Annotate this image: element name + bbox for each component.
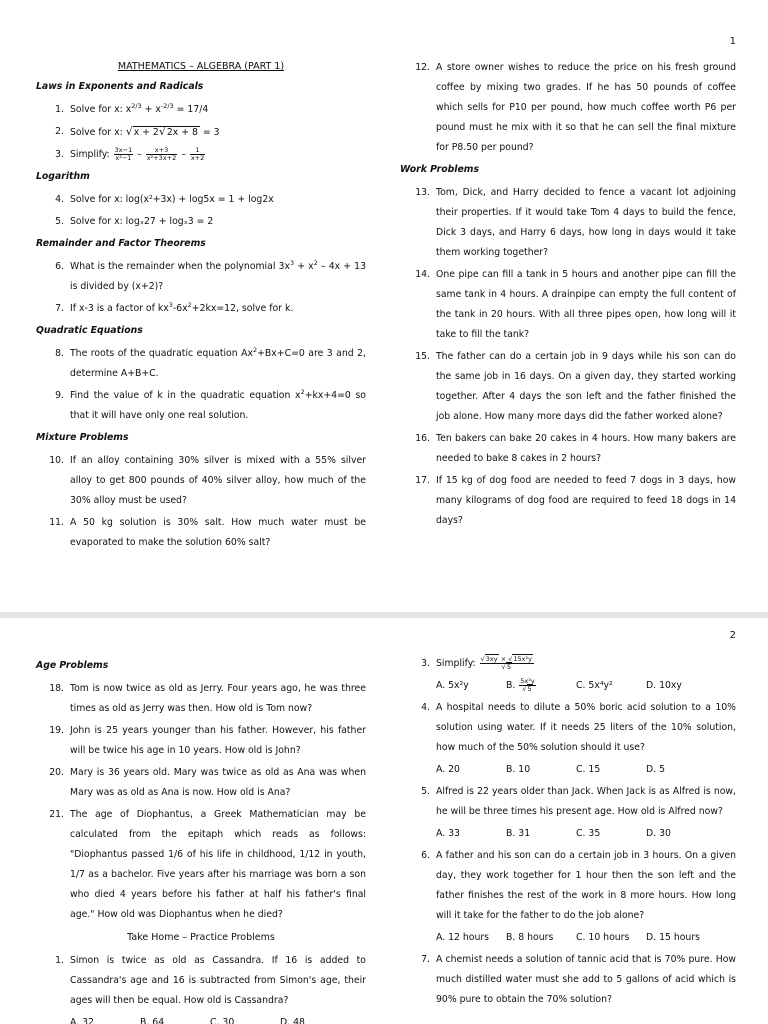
choice-c: C. 10 hours <box>576 932 630 943</box>
radical-sign: √ <box>522 685 527 693</box>
denominator: x²−1 <box>115 154 132 162</box>
problem-text: The father can do a certain job in 9 days while his son can do the same job in 16 days. On a given day, they started working together. After 4 days the son left and the father finished the job alone. How many more days did the father worked alone? <box>436 351 736 422</box>
problem-text: Find the value of k in the quadratic equation x <box>70 390 301 401</box>
practice-problem-3 <box>404 654 736 674</box>
problem-number: 7. <box>55 303 64 314</box>
problem-6 <box>36 257 366 297</box>
choice-b <box>506 676 576 696</box>
practice-problem-6 <box>404 846 736 926</box>
practice-problem-4 <box>404 698 736 758</box>
problem-number: 5. <box>55 216 64 227</box>
section-heading-age: Age Problems <box>36 660 109 671</box>
radical-sign: √ <box>501 663 506 671</box>
problem-list-remainder <box>36 257 366 319</box>
math-exponent: 2 <box>300 387 305 396</box>
right-column <box>404 654 736 1012</box>
problem-number: 14. <box>415 269 430 280</box>
problem-19 <box>36 721 366 761</box>
problem-number: 8. <box>55 348 64 359</box>
problem-7 <box>36 299 366 319</box>
problem-text: John is 25 years younger than his father. However, his father will be twice his age in 10 years. How old is John? <box>70 725 366 756</box>
problem-text: A father and his son can do a certain job in 3 hours. On a given day, they work together for 1 hour then the son left and the father finishes the rest of the work in 8 more hours. How long will it take for the father to do the job alone? <box>436 850 736 921</box>
fraction <box>146 147 177 162</box>
problem-text: = 3 <box>199 127 220 138</box>
problem-text: A 50 kg solution is 30% salt. How much water must be evaporated to make the solution 60% salt? <box>70 517 366 548</box>
problem-3 <box>36 145 366 165</box>
math-op: + <box>141 104 156 115</box>
problem-text: If an alloy containing 30% silver is mixed with a 55% silver alloy to get 800 pounds of 40% silver alloy, how much of the 30% alloy must be used? <box>70 455 366 506</box>
practice-list-left <box>36 951 366 1011</box>
problem-text: +Bx+C=0 are 3 and 2, determine A+B+C. <box>70 348 366 379</box>
problem-text: If 15 kg of dog food are needed to feed 7 dogs in 3 days, how many kilograms of dog food are required to feed 18 dogs in 14 days? <box>436 475 736 526</box>
choice-b: B. 64 <box>140 1017 165 1024</box>
problem-number: 10. <box>49 455 64 466</box>
problem-number: 3. <box>421 658 430 669</box>
document-page-2 <box>0 618 768 1024</box>
radicand: 5 <box>527 685 532 693</box>
practice-list-right <box>404 782 736 822</box>
document-title: MATHEMATICS – ALGEBRA (PART 1) <box>117 61 285 72</box>
problem-text: +kx+4=0 so that it will have only one real solution. <box>70 390 366 421</box>
problem-text: – 4x + 13 is divided by (x+2)? <box>70 261 366 292</box>
math-term: -6x <box>172 303 188 314</box>
problem-2 <box>36 122 366 143</box>
problem-number: 17. <box>415 475 430 486</box>
problem-number: 1. <box>55 955 64 966</box>
problem-list-mixture-cont <box>404 58 736 158</box>
choice-c: C. 5x⁴y² <box>576 680 613 691</box>
problem-14 <box>404 265 736 345</box>
practice-list-right <box>404 654 736 674</box>
problem-1 <box>36 100 366 120</box>
problem-list-work <box>404 183 736 531</box>
left-column <box>36 60 366 555</box>
problem-text: The age of Diophantus, a Greek Mathematician may be calculated from the epitaph which reads as follows: "Diophantus passed 1/6 of his life in childhood, 1/12 in youth, 1/7 as a bachelor. Five years after his marriage was born a son who died 4 years before his father at half his father's final age." How old was Diophantus when he died? <box>70 809 366 920</box>
numerator: 3x−1 <box>114 146 133 154</box>
page-number: 2 <box>729 630 736 641</box>
problem-15 <box>404 347 736 427</box>
problem-16 <box>404 429 736 469</box>
problem-8 <box>36 344 366 384</box>
problem-9 <box>36 386 366 426</box>
problem-number: 16. <box>415 433 430 444</box>
section-heading-take-home: Take Home – Practice Problems <box>127 932 275 943</box>
problem-21 <box>36 805 366 925</box>
problem-12 <box>404 58 736 158</box>
choice-b: B. 10 <box>506 764 531 775</box>
section-heading-quadratic: Quadratic Equations <box>36 325 143 336</box>
problem-text: A store owner wishes to reduce the price on his fresh ground coffee by mixing two grades. If he has 50 pounds of coffee which sells for P10 per pound, how much coffee worth P6 per pound must he mix with it so that he can sell the final mixture for P8.50 per pound? <box>436 62 736 153</box>
problem-number: 15. <box>415 351 430 362</box>
fraction <box>519 678 535 693</box>
problem-text: Simplify: <box>436 658 479 669</box>
problem-text: A chemist needs a solution of tannic acid that is 70% pure. How much distilled water must she add to 5 gallons of acid which is 90% pure to obtain the 70% solution? <box>436 954 736 1005</box>
problem-list-mixture <box>36 451 366 553</box>
choice-d: D. 5 <box>646 764 665 775</box>
left-column <box>36 654 366 1024</box>
math-term: + x <box>294 261 314 272</box>
problem-17 <box>404 471 736 531</box>
problem-text: The roots of the quadratic equation Ax <box>70 348 253 359</box>
radicand-text: x + 2 <box>133 127 159 138</box>
problem-text: Alfred is 22 years older than Jack. When Jack is as Alfred is now, he will be three times his present age. How old is Alfred now? <box>436 786 736 817</box>
choice-a: A. 12 hours <box>436 932 490 943</box>
problem-number: 7. <box>421 954 430 965</box>
section-heading-exponents: Laws in Exponents and Radicals <box>36 81 204 92</box>
choice-d: D. 48 <box>280 1017 305 1024</box>
math-exponent: 2 <box>252 345 258 354</box>
denominator: x+2 <box>190 154 205 162</box>
problem-number: 11. <box>49 517 64 528</box>
problem-number: 5. <box>421 786 430 797</box>
problem-text: What is the remainder when the polynomial 3x <box>70 261 290 272</box>
problem-list-quadratic <box>36 344 366 426</box>
problem-number: 18. <box>49 683 64 694</box>
problem-text: = 17/4 <box>173 104 209 115</box>
math-exponent: 3 <box>168 300 173 309</box>
practice-list-right <box>404 698 736 758</box>
answer-choices <box>404 760 736 780</box>
problem-text: Simplify: <box>70 149 113 160</box>
choice-d: D. 15 hours <box>646 932 700 943</box>
numerator: 5x³y <box>520 677 535 685</box>
radicand: 15x²y <box>513 655 532 663</box>
choice-label: B. <box>506 680 519 691</box>
inner-radicand: 2x + 8 <box>166 127 198 138</box>
right-column <box>400 58 736 533</box>
choice-a: A. 5x²y <box>436 680 469 691</box>
problem-number: 9. <box>55 390 64 401</box>
practice-problem-5 <box>404 782 736 822</box>
problem-number: 6. <box>55 261 64 272</box>
problem-number: 20. <box>49 767 64 778</box>
problem-text: Solve for x: log(x²+3x) + log5x = 1 + log2x <box>70 194 274 205</box>
fraction <box>190 147 205 162</box>
problem-18 <box>36 679 366 719</box>
answer-choices <box>404 824 736 844</box>
problem-list-age <box>36 679 366 925</box>
radical-sign: √ <box>480 655 485 663</box>
numerator: x+3 <box>146 147 177 155</box>
problem-20 <box>36 763 366 803</box>
problem-text: Tom, Dick, and Harry decided to fence a vacant lot adjoining their properties. If it would take Tom 4 days to build the fence, Dick 3 days, and Harry 6 days, how long in days would it take them working together? <box>436 187 736 258</box>
denominator <box>480 664 534 671</box>
fraction <box>480 656 534 671</box>
problem-number: 3. <box>55 149 64 160</box>
problem-5 <box>36 212 366 232</box>
radical-sign: √ <box>158 125 166 138</box>
choice-d: D. 10xy <box>646 680 682 691</box>
radicand: 3xy <box>485 655 498 663</box>
problem-number: 19. <box>49 725 64 736</box>
math-exponent: 2 <box>187 300 192 309</box>
problem-list-logarithm <box>36 190 366 232</box>
practice-list-right <box>404 950 736 1010</box>
math-op: – <box>134 149 145 160</box>
page-number: 1 <box>729 36 736 47</box>
math-exponent: 3 <box>289 258 295 267</box>
problem-number: 4. <box>55 194 64 205</box>
practice-problem-1 <box>36 951 366 1011</box>
radicand: 5 <box>506 663 511 671</box>
math-exponent: -2/3 <box>160 101 174 110</box>
problem-number: 12. <box>415 62 430 73</box>
choice-c: C. 30 <box>210 1017 235 1024</box>
radicand <box>133 126 200 138</box>
practice-list-right <box>404 846 736 926</box>
problem-number: 6. <box>421 850 430 861</box>
problem-text: If x-3 is a factor of kx <box>70 303 169 314</box>
denominator: x²+3x+2 <box>146 154 177 162</box>
problem-number: 13. <box>415 187 430 198</box>
problem-13 <box>404 183 736 263</box>
answer-choices <box>404 676 736 696</box>
problem-text: +2kx=12, solve for k. <box>191 303 294 314</box>
problem-text: Tom is now twice as old as Jerry. Four years ago, he was three times as old as Jerry was then. How old is Tom now? <box>70 683 366 714</box>
choice-b: B. 31 <box>506 828 531 839</box>
choice-a: A. 33 <box>436 828 460 839</box>
problem-text: One pipe can fill a tank in 5 hours and another pipe can fill the same tank in 4 hours. A drainpipe can empty the full content of the tank in 20 hours. With all three pipes open, how long will it take to fill the tank? <box>436 269 736 340</box>
math-exponent: 2/3 <box>131 101 142 110</box>
choice-a: A. 20 <box>436 764 460 775</box>
choice-c: C. 15 <box>576 764 601 775</box>
numerator: 1 <box>190 147 205 155</box>
answer-choices <box>36 1013 366 1024</box>
fraction <box>114 147 134 162</box>
choice-a: A. 32 <box>70 1017 94 1024</box>
problem-4 <box>36 190 366 210</box>
section-heading-logarithm: Logarithm <box>36 171 90 182</box>
section-heading-remainder: Remainder and Factor Theorems <box>36 238 206 249</box>
problem-number: 4. <box>421 702 430 713</box>
problem-text: Solve for x: <box>70 104 126 115</box>
radical-sign: √ <box>508 655 513 663</box>
problem-text: Solve for x: <box>70 127 126 138</box>
problem-list-exponents <box>36 100 366 165</box>
choice-c: C. 35 <box>576 828 601 839</box>
answer-choices <box>404 928 736 948</box>
problem-number: 21. <box>49 809 64 820</box>
denominator <box>519 686 535 693</box>
problem-text: Mary is 36 years old. Mary was twice as old as Ana was when Mary was as old as Ana is now. How old is Ana? <box>70 767 366 798</box>
problem-number: 1. <box>55 104 64 115</box>
radical-sign: √ <box>125 125 133 138</box>
problem-10 <box>36 451 366 511</box>
practice-problem-7 <box>404 950 736 1010</box>
math-op: × <box>498 655 509 663</box>
math-op: – <box>178 149 189 160</box>
problem-text: Solve for x: logₓ27 + logₓ3 = 2 <box>70 216 214 227</box>
math-x: x <box>155 104 161 115</box>
problem-text: Ten bakers can bake 20 cakes in 4 hours. How many bakers are needed to bake 8 cakes in 2 hours? <box>436 433 736 464</box>
math-exponent: 2 <box>313 258 318 267</box>
problem-11 <box>36 513 366 553</box>
choice-d: D. 30 <box>646 828 671 839</box>
section-heading-mixture: Mixture Problems <box>36 432 129 443</box>
section-heading-work: Work Problems <box>400 164 480 175</box>
problem-number: 2. <box>55 126 64 137</box>
choice-b: B. 8 hours <box>506 932 554 943</box>
problem-text: A hospital needs to dilute a 50% boric acid solution to a 10% solution using water. If it needs 25 liters of the 10% solution, how much of the 50% solution should it use? <box>436 702 736 753</box>
math-x: x <box>125 104 132 115</box>
problem-text: Simon is twice as old as Cassandra. If 16 is added to Cassandra's age and 16 is subtracted from Simon's age, their ages will then be equal. How old is Cassandra? <box>70 955 366 1006</box>
